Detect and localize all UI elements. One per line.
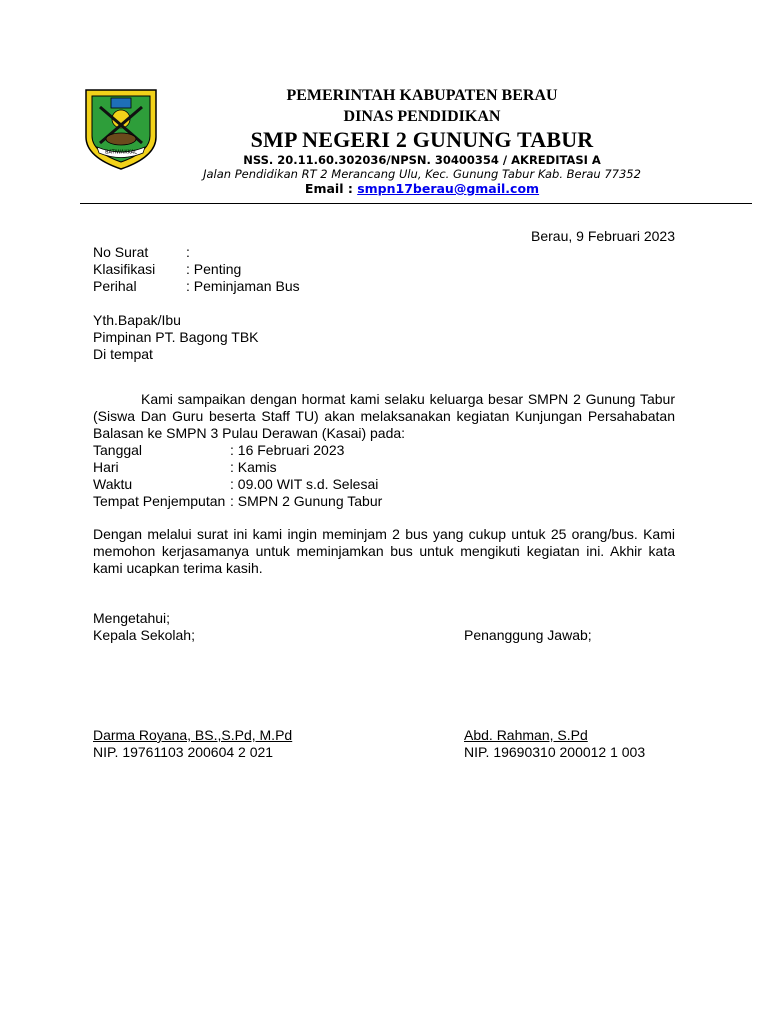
government-name: PEMERINTAH KABUPATEN BERAU	[286, 87, 558, 104]
meta-label-klasifikasi: Klasifikasi	[93, 261, 156, 277]
recipient-line-2: Pimpinan PT. Bagong TBK	[93, 329, 259, 345]
detail-value-tanggal: : 16 Februari 2023	[230, 442, 345, 458]
department-name: DINAS PENDIDIKAN	[343, 108, 501, 125]
detail-value-tempat: : SMPN 2 Gunung Tabur	[230, 493, 383, 509]
meta-value-perihal: : Peminjaman Bus	[186, 278, 300, 294]
intro-paragraph: Kami sampaikan dengan hormat kami selaku keluarga besar SMPN 2 Gunung Tabur (Siswa Dan Guru beserta Staff TU) akan melaksanakan kegiatan Kunjungan Persahabatan Balasan ke SMPN 3 Pulau Derawan (Kasai) pada:	[93, 391, 675, 441]
responsible-name: Abd. Rahman, S.Pd	[464, 727, 588, 743]
detail-value-waktu: : 09.00 WIT s.d. Selesai	[230, 476, 379, 492]
crest-banner-text: BATIWAKKAL	[105, 149, 137, 156]
school-name: SMP NEGERI 2 GUNUNG TABUR	[250, 127, 594, 152]
principal-title: Kepala Sekolah;	[93, 627, 195, 643]
school-ids: NSS. 20.11.60.302036/NPSN. 30400354 / AKREDITASI A	[243, 153, 601, 167]
detail-label-waktu: Waktu	[93, 476, 133, 492]
responsible-nip: NIP. 19690310 200012 1 003	[464, 744, 646, 760]
detail-label-tanggal: Tanggal	[93, 442, 143, 458]
meta-label-no-surat: No Surat	[93, 244, 149, 260]
meta-value-no-surat: :	[186, 244, 190, 260]
email-label: Email :	[304, 181, 358, 196]
recipient-line-3: Di tempat	[93, 346, 153, 362]
letter-date: Berau, 9 Februari 2023	[531, 228, 675, 244]
principal-nip: NIP. 19761103 200604 2 021	[93, 744, 274, 760]
detail-value-hari: : Kamis	[230, 459, 277, 475]
body-paragraph: Dengan melalui surat ini kami ingin meminjam 2 bus yang cukup untuk 25 orang/bus. Kami memohon kerjasamanya untuk meminjamkan bus untuk mengikuti kegiatan ini. Akhir kata kami ucapkan terima kasih.	[93, 526, 675, 576]
school-email	[160, 181, 684, 196]
acknowledge-label: Mengetahui;	[93, 610, 171, 626]
detail-label-hari: Hari	[93, 459, 119, 475]
letterhead-divider	[80, 203, 752, 204]
responsible-title: Penanggung Jawab;	[464, 627, 592, 643]
meta-label-perihal: Perihal	[93, 278, 137, 294]
principal-name: Darma Royana, BS.,S.Pd, M.Pd	[93, 727, 293, 743]
meta-value-klasifikasi: : Penting	[186, 261, 242, 277]
regency-crest-icon	[83, 87, 159, 171]
recipient-line-1: Yth.Bapak/Ibu	[93, 312, 181, 328]
detail-label-tempat: Tempat Penjemputan	[93, 493, 226, 509]
school-address: Jalan Pendidikan RT 2 Merancang Ulu, Kec. Gunung Tabur Kab. Berau 77352	[203, 167, 641, 181]
email-link[interactable]: smpn17berau@gmail.com	[357, 181, 540, 196]
